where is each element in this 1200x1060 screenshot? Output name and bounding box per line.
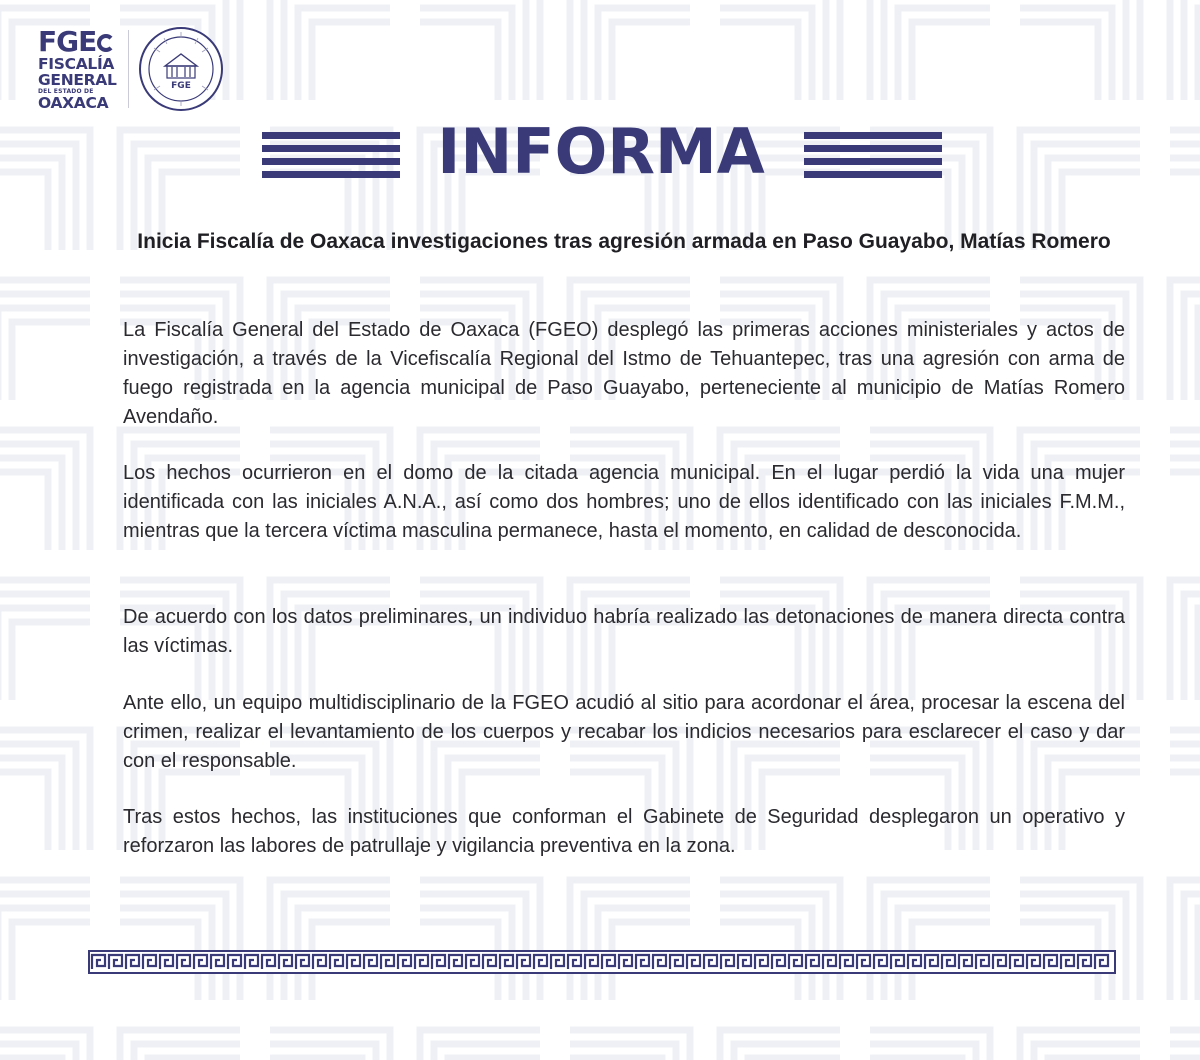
fgeo-logo [38, 25, 120, 112]
article-paragraph: De acuerdo con los datos preliminares, un individuo habría realizado las detonaciones de manera directa contra las víctimas. [123, 606, 1125, 657]
svg-text:FGE: FGE [171, 81, 191, 91]
logo-line-fiscalia: FISCALÍA [38, 55, 115, 73]
article-paragraph: Los hechos ocurrieron en el domo de la citada agencia municipal. En el lugar perdió la vida una mujer identificada con las iniciales A.N.A., así como dos hombres; uno de ellos identificado con las iniciales F.M.M., mientras que la tercera víctima masculina permanece, hasta el momento, en calidad de desconocida. [123, 462, 1125, 542]
greek-key-border [88, 950, 1116, 974]
page-title: INFORMA [437, 115, 765, 188]
article-paragraph: La Fiscalía General del Estado de Oaxaca (FGEO) desplegó las primeras acciones ministeriales y actos de investigación, a través de la Vicefiscalía Regional del Istmo de Tehuantepec, tras una agresión con arma de fuego registrada en la agencia municipal de Paso Guayabo, perteneciente al municipio de Matías Romero Avendaño. [123, 319, 1125, 428]
header-bars-right [804, 132, 942, 178]
logo-divider [128, 30, 129, 108]
logo-o-mark [97, 34, 115, 52]
article-paragraph: Tras estos hechos, las instituciones que conforman el Gabinete de Seguridad desplegaron un operativo y reforzaron las labores de patrullaje y vigilancia preventiva en la zona. [123, 806, 1125, 857]
seal-icon [138, 26, 224, 112]
logo-line-general: GENERAL [38, 71, 117, 89]
header-bars-left [262, 132, 400, 178]
article-paragraph: Ante ello, un equipo multidisciplinario de la FGEO acudió al sitio para acordonar el área, procesar la escena del crimen, realizar el levantamiento de los cuerpos y recabar los indicios necesarios para esclarecer el caso y dar con el responsable. [123, 692, 1125, 772]
logo-acronym: FGE [38, 28, 120, 56]
logo-line-oaxaca: OAXACA [38, 94, 109, 112]
article-headline: Inicia Fiscalía de Oaxaca investigaciones tras agresión armada en Paso Guayabo, Matías Romero [137, 230, 1111, 253]
logo-line-del-estado: DEL ESTADO DE [38, 88, 94, 95]
